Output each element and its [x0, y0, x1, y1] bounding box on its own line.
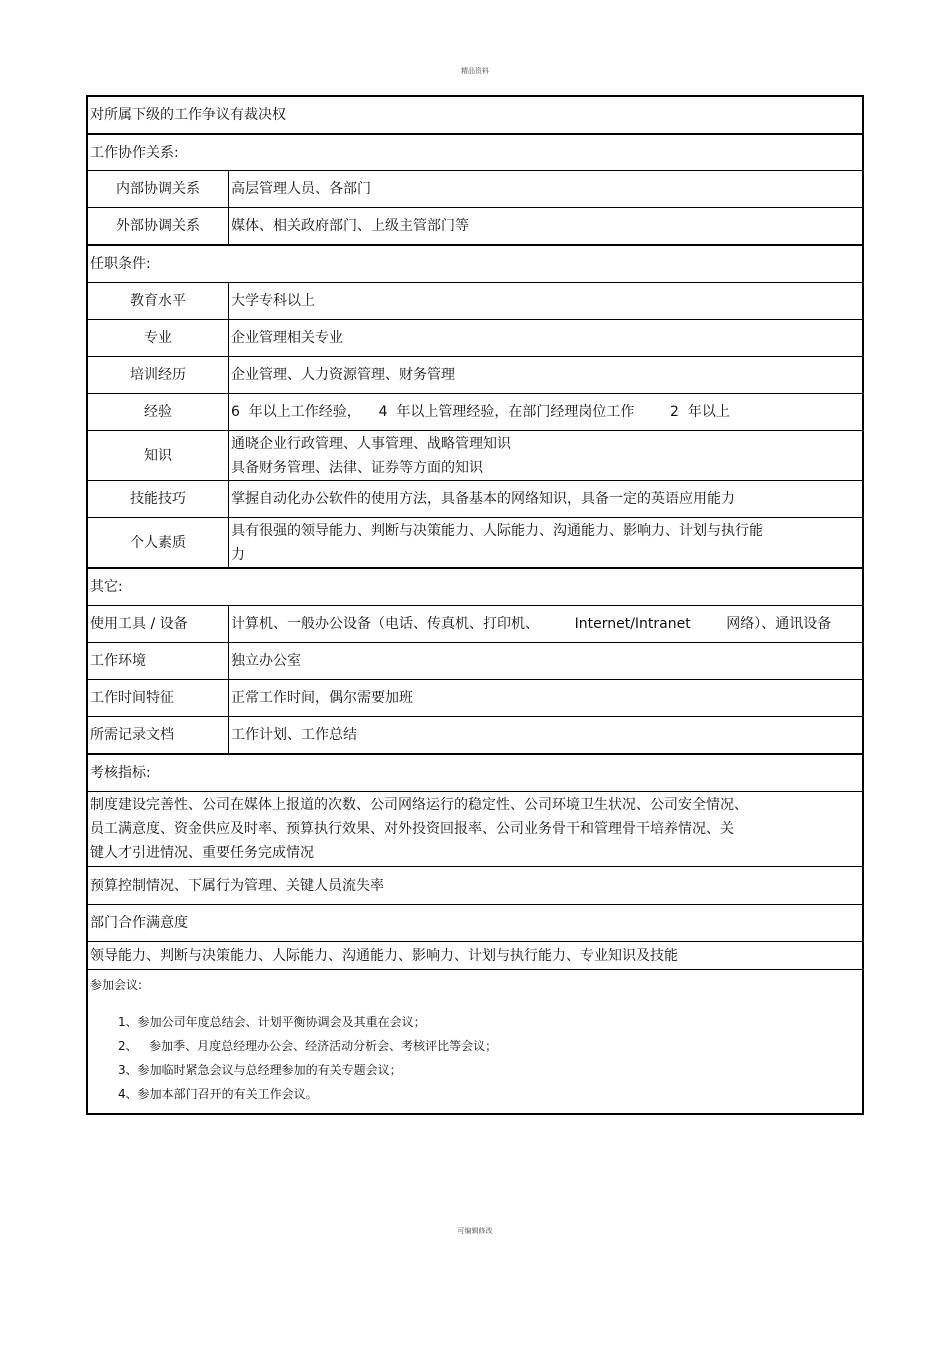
- cooperation-heading: 工作协作关系:: [90, 144, 179, 161]
- work-time-label: 工作时间特征: [88, 680, 229, 716]
- external-cooperation-value: 媒体、相关政府部门、上级主管部门等: [231, 218, 469, 234]
- major-value: 企业管理相关专业: [231, 330, 343, 346]
- assessment-line-2: 员工满意度、资金供应及时率、预算执行效果、对外投资回报率、公司业务骨干和管理骨干培养情况、关: [90, 821, 734, 837]
- experience-row: [88, 393, 862, 430]
- training-row: [88, 356, 862, 393]
- authority-row: [88, 97, 862, 133]
- training-label: 培训经历: [88, 357, 229, 393]
- major-row: [88, 319, 862, 356]
- documents-row: [88, 716, 862, 753]
- external-cooperation-label: 外部协调关系: [88, 208, 229, 244]
- meeting-item: 3、参加临时紧急会议与总经理参加的有关专题会议；: [118, 1063, 402, 1077]
- assessment-item-2-row: [88, 866, 862, 904]
- other-heading-row: [88, 567, 862, 605]
- external-cooperation-row: [88, 207, 862, 244]
- personal-quality-line-1: 具有很强的领导能力、判断与决策能力、人际能力、沟通能力、影响力、计划与执行能: [231, 522, 763, 539]
- assessment-item-2: 预算控制情况、下属行为管理、关键人员流失率: [90, 877, 384, 894]
- personal-quality-row: [88, 517, 862, 567]
- training-value: 企业管理、人力资源管理、财务管理: [231, 367, 455, 383]
- page-header: 精品资料: [461, 67, 489, 75]
- assessment-line-1: 制度建设完善性、公司在媒体上报道的次数、公司网络运行的稳定性、公司环境卫生状况、公司安全情况、: [90, 797, 748, 813]
- assessment-heading: 考核指标:: [90, 765, 151, 781]
- meeting-item: 1、参加公司年度总结会、计划平衡协调会及其重在会议；: [118, 1015, 426, 1029]
- knowledge-row: [88, 430, 862, 480]
- experience-label: 经验: [88, 394, 229, 430]
- education-label: 教育水平: [88, 283, 229, 319]
- internal-cooperation-value: 高层管理人员、各部门: [231, 181, 371, 197]
- knowledge-value: [229, 431, 862, 480]
- knowledge-label: 知识: [88, 431, 229, 480]
- meeting-item: 2、 参加季、月度总经理办公会、经济活动分析会、考核评比等会议；: [118, 1039, 498, 1053]
- tools-label: 使用工具 / 设备: [88, 606, 229, 642]
- work-time-row: [88, 679, 862, 716]
- education-row: [88, 282, 862, 319]
- assessment-item-3: 部门合作满意度: [90, 915, 188, 931]
- cooperation-heading-row: [88, 133, 862, 170]
- environment-value: 独立办公室: [231, 653, 301, 669]
- skills-value: 掌握自动化办公软件的使用方法，具备基本的网络知识，具备一定的英语应用能力: [231, 491, 735, 507]
- environment-label: 工作环境: [88, 643, 229, 679]
- meetings-row: [88, 969, 862, 1113]
- assessment-line-3: 键人才引进情况、重要任务完成情况: [90, 845, 314, 861]
- job-description-table: [86, 95, 864, 1115]
- assessment-item-1-row: [88, 791, 862, 866]
- assessment-heading-row: [88, 753, 862, 791]
- assessment-item-1: [88, 792, 862, 866]
- work-time-value: 正常工作时间，偶尔需要加班: [231, 690, 413, 706]
- meetings-heading: 参加会议:: [90, 978, 143, 992]
- knowledge-line-2: 具备财务管理、法律、证券等方面的知识: [231, 459, 483, 476]
- personal-quality-line-2: 力: [231, 546, 245, 563]
- skills-row: [88, 480, 862, 517]
- meetings-cell: [88, 970, 862, 1113]
- qualifications-heading: 任职条件:: [90, 256, 151, 272]
- skills-label: 技能技巧: [88, 481, 229, 517]
- personal-quality-value: [229, 518, 862, 567]
- meeting-item: 4、参加本部门召开的有关工作会议。: [118, 1087, 318, 1101]
- experience-value: 6 年以上工作经验， 4 年以上管理经验，在部门经理岗位工作 2 年以上: [231, 404, 730, 420]
- knowledge-line-1: 通晓企业行政管理、人事管理、战略管理知识: [231, 435, 511, 452]
- assessment-item-4-row: [88, 941, 862, 969]
- qualifications-heading-row: [88, 244, 862, 282]
- tools-row: [88, 605, 862, 642]
- tools-value: 计算机、一般办公设备（电话、传真机、打印机、 Internet/Intranet 网络）、通讯设备: [231, 616, 832, 632]
- internal-cooperation-row: [88, 170, 862, 207]
- other-heading: 其它:: [90, 579, 123, 595]
- education-value: 大学专科以上: [231, 293, 315, 309]
- personal-quality-label: 个人素质: [88, 518, 229, 567]
- internal-cooperation-label: 内部协调关系: [88, 171, 229, 207]
- authority-text: 对所属下级的工作争议有裁决权: [90, 107, 286, 123]
- environment-row: [88, 642, 862, 679]
- major-label: 专业: [88, 320, 229, 356]
- assessment-item-4: 领导能力、判断与决策能力、人际能力、沟通能力、影响力、计划与执行能力、专业知识及技能: [90, 947, 678, 964]
- documents-label: 所需记录文档: [88, 717, 229, 753]
- assessment-item-3-row: [88, 904, 862, 941]
- page-footer: 可编辑修改: [457, 1227, 493, 1235]
- documents-value: 工作计划、工作总结: [231, 727, 357, 743]
